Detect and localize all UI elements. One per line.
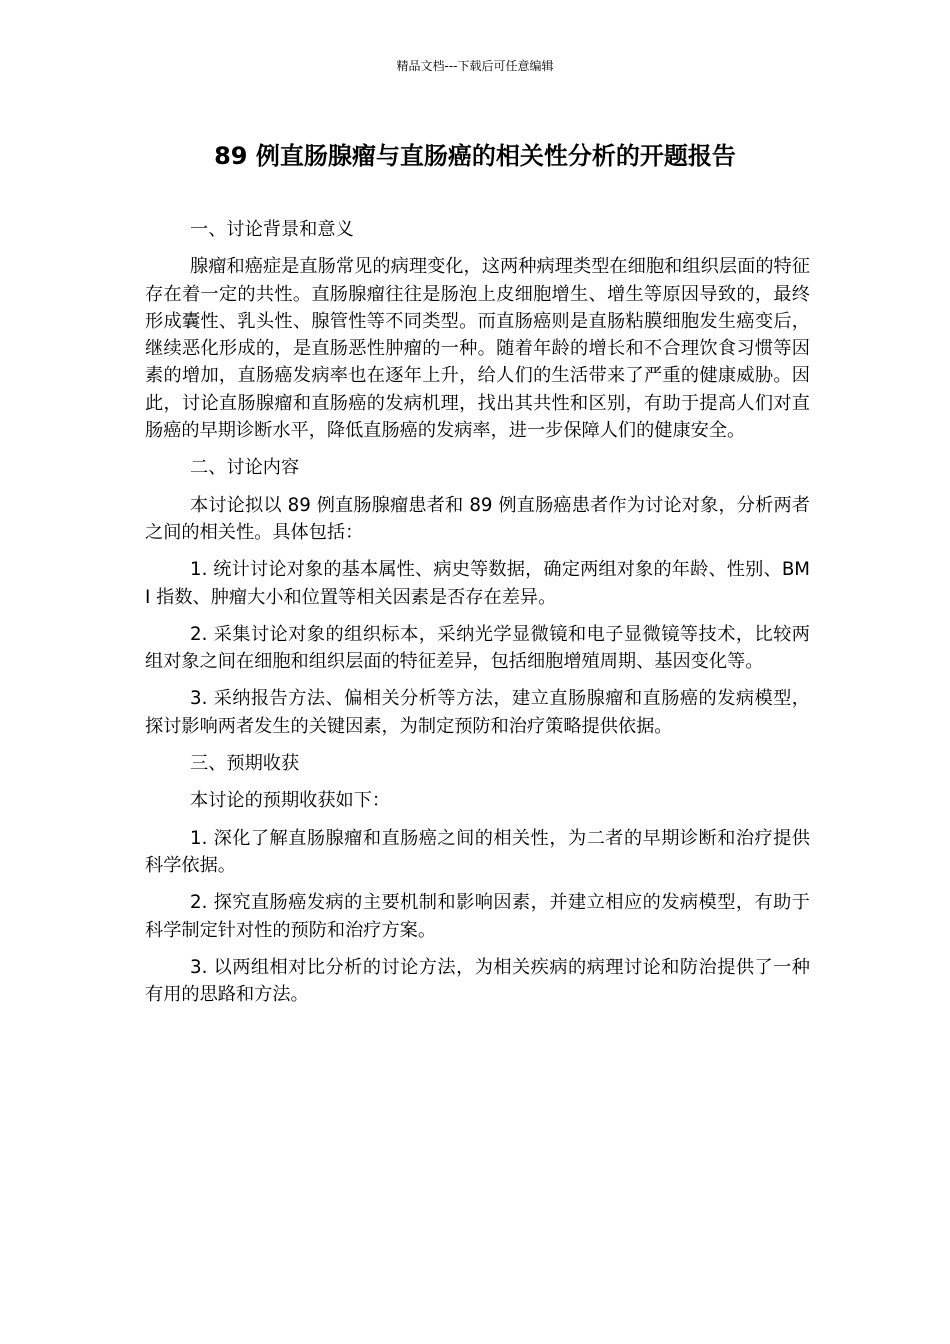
section-heading-background: 一、讨论背景和意义 [190, 219, 354, 240]
paragraph-outcomes-intro: 本讨论的预期收获如下： [190, 790, 391, 812]
paragraph-background: 腺瘤和癌症是直肠常见的病理变化，这两种病理类型在细胞和组织层面的特征存在着一定的共性。直肠腺瘤往往是肠泡上皮细胞增生、增生等原因导致的，最终形成囊性、乳头性、腺管性等不同类型。而直肠癌则是直肠粘膜细胞发生癌变后，继续恶化形成的，是直肠恶性肿瘤的一种。随着年龄的增长和不合理饮食习惯等因素的增加，直肠癌发病率也在逐年上升，给人们的生活带来了严重的健康威胁。因此，讨论直肠腺瘤和直肠癌的发病机理，找出其共性和区别，有助于提高人们对直肠癌的早期诊断水平，降低直肠癌的发病率，进一步保障人们的健康安全。 [145, 256, 810, 442]
list-item-outcomes-3: 3. 以两组相对比分析的讨论方法，为相关疾病的病理讨论和防治提供了一种有用的思路和方法。 [145, 956, 810, 1006]
list-item-outcomes-1: 1. 深化了解直肠腺瘤和直肠癌之间的相关性，为二者的早期诊断和治疗提供科学依据。 [145, 827, 810, 876]
document-body [145, 216, 810, 1018]
section-heading-content: 二、讨论内容 [190, 457, 300, 479]
page-header-note: 精品文档---下载后可任意编辑 [396, 59, 554, 73]
list-item-content-3: 3. 采纳报告方法、偏相关分析等方法，建立直肠腺瘤和直肠癌的发病模型，探讨影响两者发生的关键因素，为制定预防和治疗策略提供依据。 [145, 688, 810, 737]
document-title: 89 例直肠腺瘤与直肠癌的相关性分析的开题报告 [214, 142, 736, 170]
list-item-content-2: 2. 采集讨论对象的组织标本，采纳光学显微镜和电子显微镜等技术，比较两组对象之间在细胞和组织层面的特征差异，包括细胞增殖周期、基因变化等。 [145, 623, 810, 673]
section-heading-outcomes: 三、预期收获 [190, 753, 300, 775]
list-item-outcomes-2: 2. 探究直肠癌发病的主要机制和影响因素，并建立相应的发病模型，有助于科学制定针对性的预防和治疗方案。 [145, 892, 810, 941]
paragraph-content-intro: 本讨论拟以 89 例直肠腺瘤患者和 89 例直肠癌患者作为讨论对象，分析两者之间的相关性。具体包括： [145, 494, 810, 543]
list-item-content-1: 1. 统计讨论对象的基本属性、病史等数据，确定两组对象的年龄、性别、BMI 指数、肿瘤大小和位置等相关因素是否存在差异。 [145, 559, 810, 608]
